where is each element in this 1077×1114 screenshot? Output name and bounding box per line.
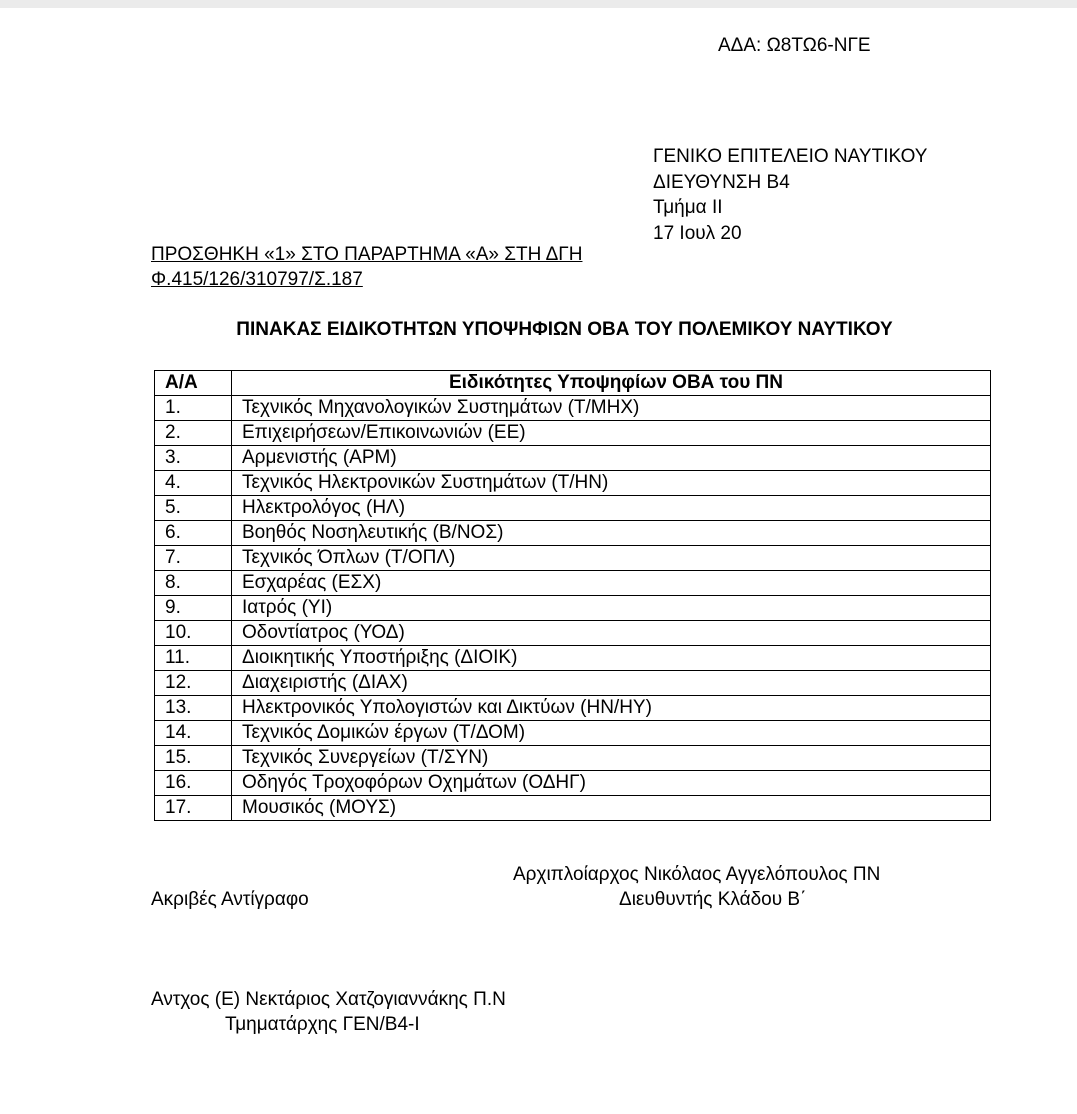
viewer-top-bar (0, 0, 1077, 8)
table-row (155, 696, 991, 721)
appendix-title: ΠΡΟΣΘΗΚΗ «1» ΣΤΟ ΠΑΡΑΡΤΗΜΑ «Α» ΣΤΗ ΔΓΗ (151, 244, 583, 265)
org-directorate: ΔΙΕΥΘΥΝΣΗ Β4 (653, 171, 790, 193)
table-row (155, 746, 991, 771)
true-copy-label: Ακριβές Αντίγραφο (151, 889, 309, 910)
table-row (155, 521, 991, 546)
row-index: 6. (155, 521, 232, 546)
row-index: 2. (155, 421, 232, 446)
appendix-number: Φ.415/126/310797/Σ.187 (151, 269, 363, 290)
row-specialty: Τεχνικός Δομικών έργων (Τ/ΔΟΜ) (232, 721, 991, 746)
row-specialty: Επιχειρήσεων/Επικοινωνιών (ΕΕ) (232, 421, 991, 446)
row-specialty: Ιατρός (ΥΙ) (232, 596, 991, 621)
table-row (155, 771, 991, 796)
ada-code: ΑΔΑ: Ω8ΤΩ6-ΝΓΕ (718, 35, 871, 56)
row-specialty: Αρμενιστής (ΑΡΜ) (232, 446, 991, 471)
document-date: 17 Ιουλ 20 (653, 222, 742, 244)
row-specialty: Οδηγός Τροχοφόρων Οχημάτων (ΟΔΗΓ) (232, 771, 991, 796)
page-title: ΠΙΝΑΚΑΣ ΕΙΔΙΚΟΤΗΤΩΝ ΥΠΟΨΗΦΙΩΝ ΟΒΑ ΤΟΥ ΠΟΛΕΜΙΚΟΥ ΝΑΥΤΙΚΟΥ (236, 319, 893, 340)
row-index: 14. (155, 721, 232, 746)
header-specialty: Ειδικότητες Υποψηφίων ΟΒΑ του ΠΝ (232, 371, 991, 396)
row-specialty: Ηλεκτρολόγος (ΗΛ) (232, 496, 991, 521)
row-specialty: Τεχνικός Ηλεκτρονικών Συστημάτων (Τ/ΗΝ) (232, 471, 991, 496)
row-specialty: Βοηθός Νοσηλευτικής (Β/ΝΟΣ) (232, 521, 991, 546)
row-index: 3. (155, 446, 232, 471)
row-index: 13. (155, 696, 232, 721)
org-section: Τμήμα ΙΙ (653, 197, 723, 218)
signer2-name: Αντχος (Ε) Νεκτάριος Χατζογιαννάκης Π.Ν (151, 989, 506, 1010)
row-specialty: Διοικητικής Υποστήριξης (ΔΙΟΙΚ) (232, 646, 991, 671)
row-specialty: Τεχνικός Όπλων (Τ/ΟΠΛ) (232, 546, 991, 571)
row-specialty: Τεχνικός Μηχανολογικών Συστημάτων (Τ/ΜΗΧ) (232, 396, 991, 421)
org-name: ΓΕΝΙΚΟ ΕΠΙΤΕΛΕΙΟ ΝΑΥΤΙΚΟΥ (653, 146, 928, 167)
signer1-name: Αρχιπλοίαρχος Νικόλαος Αγγελόπουλος ΠΝ (513, 864, 881, 885)
table-row (155, 796, 991, 821)
row-specialty: Διαχειριστής (ΔΙΑΧ) (232, 671, 991, 696)
row-index: 15. (155, 746, 232, 771)
signer2-role: Τμηματάρχης ΓΕΝ/Β4-Ι (225, 1014, 420, 1035)
table-row (155, 446, 991, 471)
table-row (155, 396, 991, 421)
table-row (155, 471, 991, 496)
appendix-reference (151, 243, 582, 293)
table-row (155, 421, 991, 446)
row-index: 11. (155, 646, 232, 671)
row-index: 9. (155, 596, 232, 621)
organization-block (653, 145, 927, 247)
row-specialty: Οδοντίατρος (ΥΟΔ) (232, 621, 991, 646)
specialties-table (154, 370, 991, 821)
header-index: Α/Α (155, 371, 232, 396)
row-specialty: Εσχαρέας (ΕΣΧ) (232, 571, 991, 596)
table-row (155, 646, 991, 671)
row-index: 5. (155, 496, 232, 521)
row-index: 7. (155, 546, 232, 571)
signer1-role: Διευθυντής Κλάδου Β΄ (619, 889, 807, 910)
table-row (155, 671, 991, 696)
row-index: 1. (155, 396, 232, 421)
row-index: 10. (155, 621, 232, 646)
row-index: 8. (155, 571, 232, 596)
row-index: 4. (155, 471, 232, 496)
table-row (155, 496, 991, 521)
table-row (155, 596, 991, 621)
table-row (155, 571, 991, 596)
row-specialty: Ηλεκτρονικός Υπολογιστών και Δικτύων (ΗΝ/ΗΥ) (232, 696, 991, 721)
table-row (155, 546, 991, 571)
table-header-row (155, 371, 991, 396)
row-specialty: Μουσικός (ΜΟΥΣ) (232, 796, 991, 821)
row-index: 12. (155, 671, 232, 696)
table-body (155, 396, 991, 821)
table-row (155, 721, 991, 746)
row-index: 17. (155, 796, 232, 821)
table-row (155, 621, 991, 646)
row-specialty: Τεχνικός Συνεργείων (Τ/ΣΥΝ) (232, 746, 991, 771)
row-index: 16. (155, 771, 232, 796)
